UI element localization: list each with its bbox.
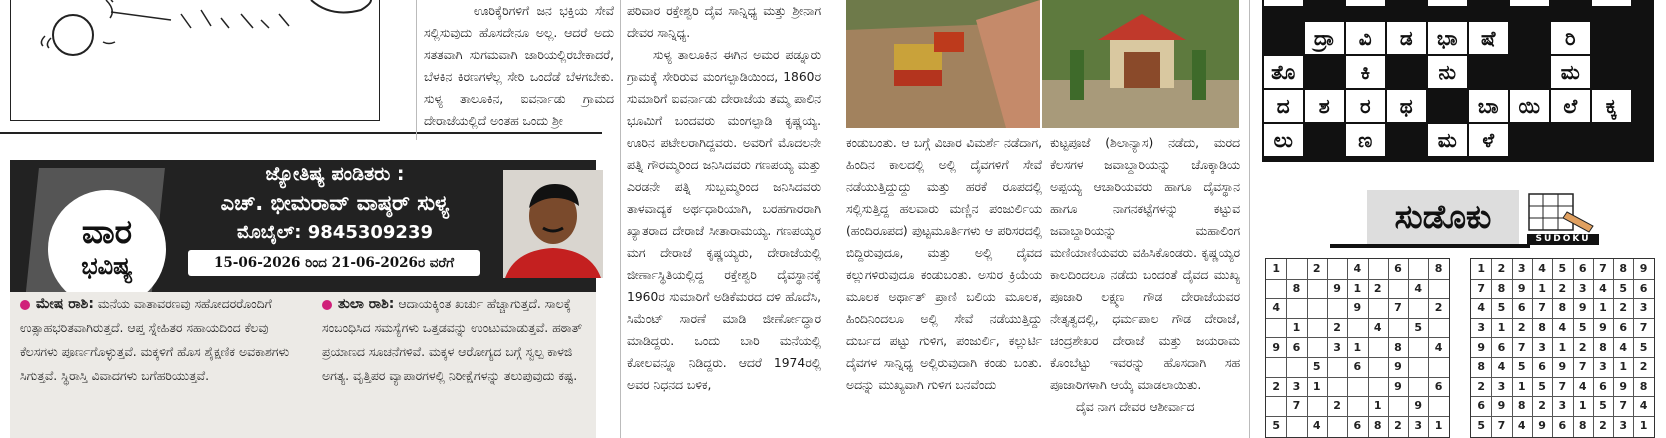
sudoku-cell: 4 — [1477, 301, 1485, 315]
sudoku-cell: 3 — [1619, 419, 1628, 433]
sudoku-cell — [1408, 259, 1428, 279]
sudoku-cell: 7 — [1497, 419, 1506, 433]
cartoon-panel — [10, 0, 380, 121]
sudoku-cell: 1 — [1538, 281, 1546, 295]
sudoku-cell: 1 — [1292, 321, 1301, 335]
shrine-photo-2 — [1042, 0, 1239, 128]
bullet-icon — [20, 300, 30, 310]
astrologer-mobile: ಮೊಬೈಲ್: 9845309239 — [236, 222, 433, 243]
sudoku-cell — [1327, 357, 1347, 377]
crossword-cell: ನು — [1428, 56, 1467, 88]
sudoku-cell — [1307, 396, 1327, 416]
sudoku-cell: 8 — [1373, 419, 1382, 433]
horoscope-body — [10, 292, 596, 438]
sign-text: ಮನೆಯ ವಾತಾವರಣವು ಸಹೋದರರೊಂದಿಗೆ ಉತ್ಸಾಹಭರಿತವಾಗಿರುತ್ತದೆ. ಆಪ್ತ ಸ್ನೇಹಿತರ ಸಹಾಯದಿಂದ ಕೆಲವು ಕೆಲಸಗಳು ಪೂರ್ಣಗೊಳ್ಳುತ್ತವೆ. ಮಕ್ಕಳಿಗೆ ಹೊಸ ಶೈಕ್ಷಣಿಕ ಅವಕಾಶಗಳು ಸಿಗುತ್ತವೆ. ಸ್ಥಿರಾಸ್ತಿ ವಿವಾದಗಳು ಬಗೆಹರಿಯುತ್ತವೆ. — [20, 296, 290, 383]
sudoku-cell: 4 — [1312, 419, 1321, 433]
sudoku-cell — [1388, 279, 1408, 299]
sudoku-cell: 2 — [1394, 419, 1402, 433]
sudoku-cell — [1307, 298, 1327, 318]
date-range: 15-06-2026 ರಿಂದ 21-06-2026ರ ವರೆಗೆ — [188, 250, 480, 276]
sudoku-cell — [1307, 318, 1327, 338]
sudoku-cell: 3 — [1639, 301, 1648, 315]
sudoku-cell: 8 — [1394, 340, 1402, 354]
sudoku-cell: 1 — [1599, 301, 1607, 315]
sudoku-cell — [1408, 298, 1428, 318]
sudoku-cell: 4 — [1434, 340, 1443, 354]
sudoku-cell — [1368, 357, 1388, 377]
sudoku-cell: 4 — [1497, 360, 1506, 374]
sudoku-cell: 9 — [1394, 379, 1402, 393]
astrologer-photo — [503, 170, 603, 278]
crossword-cell: ವಿ — [1346, 22, 1385, 54]
sudoku-cell: 6 — [1538, 360, 1546, 374]
sign-name: ಮೇಷ ರಾಶಿ: — [36, 296, 94, 312]
sudoku-cell: 5 — [1558, 262, 1567, 276]
crossword-cell: ಯಿ — [1510, 90, 1549, 122]
sudoku-cell: 2 — [1497, 262, 1506, 276]
article-col-a — [424, 0, 614, 135]
article-paragraph: ಸುಳ್ಯ ತಾಲೂಕಿನ ಈಗಿನ ಅಮರ ಪಡ್ನೂರು ಗ್ರಾಮಕ್ಕೆ ಸೇರಿರುವ ಮಂಗಲ್ಪಾಡಿಯಿಂದ, 1860ರ ಸುಮಾರಿಗೆ ಐವರ್ನಾಡು ದೇರಾಜೆಯ ತಮ್ಮ ಪಾಲಿನ ಭೂಮಿಗೆ ಬಂದವರು ಮಂಗಲ್ಪಾಡಿ ಕೃಷ್ಣಯ್ಯ. ಊರಿನ ಪಟೇಲರಾಗಿದ್ದವರು. ಅವರಿಗೆ ಮೊದಲನೇ ಪತ್ನಿ ಗೌರಮ್ಮರಿಂದ ಜನಿಸಿದವರು ಗಣಪಯ್ಯ ಮತ್ತು ಎರಡನೇ ಪತ್ನಿ ಸುಬ್ಬಮ್ಮರಿಂದ ಜನಿಸಿದವರು ತಾಳವಾದ್ಯಕ ಅರ್ಥಧಾರಿಯಾಗಿ, ಬರಹಗಾರರಾಗಿ ಖ್ಯಾತರಾದ ದೇರಾಜೆ ಸೀತಾರಾಮಯ್ಯ. ಗಣಪಯ್ಯರ ಮಗ ದೇರಾಜೆ ಕೃಷ್ಣಯ್ಯರು, ದೇರಾಜೆಯಲ್ಲಿ ಜೀರ್ಣಾಸ್ಥಿತಿಯಲ್ಲಿದ್ದ ರಕ್ತೇಶ್ವರಿ ದೈವಸ್ಥಾನಕ್ಕೆ 1960ರ ಸುಮಾರಿಗೆ ಅಡಿಕೆಮರದ ದಳಿ ಹೊದೆಸಿ, ಸಿಮೆಂಟ್ ಸಾರಣೆ ಮಾಡಿ ಜೀರ್ಣೋದ್ಧಾರ ಮಾಡಿದ್ದರು. ಒಂದು ಬಾರಿ ಮನೆಯಲ್ಲಿ ಕೋಲವನ್ನೂ ನಿಡಿದ್ದರು. ಆದರೆ 1974ರಲ್ಲಿ ಅವರ ನಿಧನದ ಬಳಿಕ, — [627, 48, 821, 392]
crossword-cell: ರ — [1346, 90, 1385, 122]
crossword-cell: ಳೆ — [1469, 124, 1508, 156]
sudoku-cell: 4 — [1639, 399, 1648, 413]
astrologer-name: ಎಚ್. ಭೀಮರಾವ್ ವಾಷ್ಠರ್ ಸುಳ್ಯ — [220, 191, 450, 215]
sudoku-cell: 7 — [1619, 399, 1628, 413]
sudoku-cell — [1307, 279, 1327, 299]
sudoku-cell: 8 — [1477, 360, 1485, 374]
portrait-image — [503, 170, 603, 278]
sudoku-cell: 3 — [1599, 360, 1607, 374]
crossword-cell: ತೊ — [1264, 56, 1303, 88]
sudoku-cell: 4 — [1599, 281, 1607, 295]
sudoku-cell: 9 — [1619, 379, 1628, 393]
sudoku-cell: 1 — [1639, 419, 1648, 433]
sudoku-cell: 6 — [1353, 360, 1362, 374]
sudoku-cell: 6 — [1497, 340, 1506, 354]
sudoku-title: ಸುಡೊಕು — [1367, 190, 1519, 244]
sudoku-cell: 2 — [1272, 379, 1280, 393]
sudoku-cell: 7 — [1558, 379, 1567, 393]
sudoku-cell: 3 — [1333, 340, 1341, 354]
sudoku-cell — [1286, 298, 1306, 318]
sudoku-cell: 5 — [1312, 360, 1321, 374]
sudoku-cell: 3 — [1538, 340, 1546, 354]
sudoku-cell — [1327, 259, 1347, 279]
sudoku-cell: 7 — [1292, 399, 1301, 413]
sudoku-cell: 2 — [1517, 321, 1526, 335]
sudoku-cell: 7 — [1538, 301, 1546, 315]
sudoku-cell: 5 — [1619, 281, 1628, 295]
sudoku-cell: 8 — [1639, 379, 1648, 393]
sudoku-cell — [1266, 279, 1286, 299]
sudoku-cell — [1428, 318, 1448, 338]
crossword-grid — [1262, 0, 1654, 162]
sudoku-cell: 8 — [1434, 262, 1443, 276]
sudoku-cell — [1327, 377, 1347, 397]
sudoku-cell: 6 — [1558, 419, 1567, 433]
article-paragraph: ಊರಿಕ್ಕೆರಿಗಳಿಗೆ ಜನ ಭಕ್ತಿಯ ಸೇವೆ ಸಲ್ಲಿಸುವುದು ಹೊಸದೇನೂ ಅಲ್ಲ. ಆದರೆ ಅದು ಸತತವಾಗಿ ಸುಗಮವಾಗಿ ಜಾರಿಯಲ್ಲಿರಬೇಕಾದರೆ, ಬೆಳಕಿನ ಕಿರಣಗಳೆಲ್ಲ ಸೇರಿ ಒಂದೆಡೆ ಬೆಳಗಬೇಕು. ಸುಳ್ಯ ತಾಲೂಕಿನ, ಐವರ್ನಾಡು ಗ್ರಾಮದ ದೇರಾಜೆಯಲ್ಲಿದೆ ಅಂತಹ ಒಂದು ಶ್ರೀ — [424, 4, 614, 128]
sudoku-cell: 6 — [1578, 262, 1587, 276]
sudoku-cell: 4 — [1353, 262, 1362, 276]
crossword-cell — [1592, 0, 1631, 6]
sudoku-cell: 6 — [1434, 379, 1443, 393]
sudoku-cell: 9 — [1477, 340, 1485, 354]
shrine-image — [1042, 0, 1239, 128]
crossword-cell: ಮ — [1551, 56, 1590, 88]
sudoku-cell: 8 — [1599, 340, 1607, 354]
sudoku-cell: 5 — [1639, 340, 1648, 354]
sudoku-cell: 2 — [1578, 340, 1587, 354]
crossword-cell: ಶ — [1305, 90, 1344, 122]
sudoku-cell: 4 — [1414, 281, 1423, 295]
sudoku-cell — [1327, 298, 1347, 318]
sudoku-cell: 2 — [1558, 281, 1567, 295]
sudoku-cell: 1 — [1578, 399, 1587, 413]
sudoku-cell: 9 — [1497, 399, 1506, 413]
crossword-cell — [1428, 0, 1467, 6]
sudoku-cell: 5 — [1578, 321, 1587, 335]
sudoku-cell — [1347, 377, 1367, 397]
crossword-cell — [1346, 0, 1385, 6]
sudoku-cell — [1368, 377, 1388, 397]
sudoku-cell: 1 — [1272, 262, 1280, 276]
crossword-cell: ಣ — [1346, 124, 1385, 156]
article-paragraph: ಕಂಡುಬಂತು. ಆ ಬಗ್ಗೆ ವಿಚಾರ ವಿಮರ್ಶೆ ನಡೆದಾಗ, ಹಿಂದಿನ ಕಾಲದಲ್ಲಿ ಅಲ್ಲಿ ದೈವಗಳಿಗೆ ಸೇವೆ ನಡೆಯುತ್ತಿದ್ದುದ್ದು ಮತ್ತು ಹರಕೆ ರೂಪದಲ್ಲಿ ಸಲ್ಲಿಸುತ್ತಿದ್ದ ಹಲವಾರು ಮಣ್ಣಿನ ಪಂಜುರ್ಲಿಯ (ಹಂದಿರೂಪದ) ಪುಟ್ಟಮೂರ್ತಿಗಳು ಆ ಪರಿಸರದಲ್ಲಿ ಬಿದ್ದಿರುವುದೂ, ಮತ್ತು ಅಲ್ಲಿ ದೈವದ ಕಲ್ಲುಗಳಿರುವುದೂ ಕಂಡುಬಂತು. ಅಸುರ ಕ್ರಿಯೆಯ ಮೂಲಕ ಅರ್ಥಾತ್ ಪ್ರಾಣಿ ಬಲಿಯ ಮೂಲಕ, ಹಿಂದಿನಿಂದಲೂ ಅಲ್ಲಿ ಸೇವೆ ನಡೆಯುತ್ತಿದ್ದು ದುರ್ಬದ ಪಟ್ಟು ಗುಳಿಗ, ಪಂಜುರ್ಲಿ, ಕಲ್ಲುರ್ಟಿ ದೈವಗಳ ಸಾನ್ನಿಧ್ಯ ಅಲ್ಲಿರುವುದಾಗಿ ಕಂಡು ಬಂತು. ಅದನ್ನು ಮುಖ್ಯವಾಗಿ ಗುಳಿಗ ಬನವೆಂದು — [846, 136, 1042, 392]
sudoku-cell: 9 — [1639, 262, 1648, 276]
sudoku-cell: 6 — [1353, 419, 1362, 433]
crossword-cell: ಮ — [1428, 124, 1467, 156]
sudoku-cell: 9 — [1578, 301, 1587, 315]
crossword-cell: ಕಿ — [1346, 56, 1385, 88]
sudoku-cell: 8 — [1517, 399, 1526, 413]
sudoku-cell — [1266, 318, 1286, 338]
sudoku-cell: 5 — [1477, 419, 1485, 433]
sudoku-cell: 3 — [1578, 281, 1587, 295]
crossword-cell: ದ್ರಾ — [1305, 22, 1344, 54]
sudoku-cell: 2 — [1619, 301, 1628, 315]
sudoku-cell: 1 — [1312, 379, 1321, 393]
sudoku-cell: 3 — [1497, 379, 1506, 393]
sudoku-cell: 8 — [1578, 419, 1587, 433]
sudoku-cell: 2 — [1477, 379, 1485, 393]
sudoku-cell — [1286, 416, 1306, 436]
sudoku-cell: 6 — [1394, 262, 1402, 276]
sign-name: ತುಲಾ ರಾಶಿ: — [338, 296, 395, 312]
sudoku-cell: 8 — [1558, 301, 1567, 315]
sign-text: ಆದಾಯಕ್ಕಿಂತ ಖರ್ಚು ಹೆಚ್ಚಾಗುತ್ತದೆ. ಸಾಲಕ್ಕೆ ಸಂಬಂಧಿಸಿದ ಸಮಸ್ಯೆಗಳು ಒತ್ತಡವನ್ನು ಉಂಟುಮಾಡುತ್ತವೆ. ಹಠಾತ್ ಪ್ರಯಾಣದ ಸೂಚನೆಗಳಿವೆ. ಮಕ್ಕಳ ಆರೋಗ್ಯದ ಬಗ್ಗೆ ಸ್ವಲ್ಪ ಕಾಳಜಿ ಅಗತ್ಯ. ವೃತ್ತಿಪರ ವ್ಯಾಪಾರಗಳಲ್ಲಿ ನಿರೀಕ್ಷೆಗಳನ್ನು ತಲುಪುವುದು ಕಷ್ಟ. — [322, 296, 583, 383]
sudoku-cell: 9 — [1394, 360, 1402, 374]
sudoku-cell: 2 — [1434, 301, 1443, 315]
sudoku-cell: 5 — [1497, 301, 1506, 315]
sudoku-cell: 4 — [1517, 419, 1526, 433]
sudoku-cell: 8 — [1292, 281, 1301, 295]
sudoku-cell: 2 — [1538, 399, 1546, 413]
sudoku-cell — [1266, 396, 1286, 416]
sudoku-cell: 1 — [1558, 340, 1567, 354]
sudoku-cell: 4 — [1619, 340, 1628, 354]
horoscope-logo — [48, 190, 166, 308]
column-rule — [1249, 0, 1250, 438]
bullet-icon — [322, 300, 332, 310]
column-rule — [620, 0, 621, 438]
sudoku-cell: 8 — [1619, 262, 1628, 276]
sudoku-cell: 1 — [1434, 419, 1443, 433]
shrine-photo-1 — [846, 0, 1040, 128]
crossword-cell: ಡ — [1387, 22, 1426, 54]
sudoku-cell: 6 — [1619, 321, 1628, 335]
sign-aries — [20, 292, 290, 388]
sudoku-cell: 7 — [1578, 360, 1587, 374]
sudoku-cell: 6 — [1639, 281, 1648, 295]
sudoku-cell: 1 — [1497, 321, 1506, 335]
sudoku-cell: 9 — [1333, 281, 1341, 295]
sudoku-cell: 4 — [1578, 379, 1587, 393]
sudoku-cell: 6 — [1292, 340, 1301, 354]
article-paragraph: ಪರಿವಾರ ರಕ್ತೇಶ್ವರಿ ದೈವ ಸಾನ್ನಿಧ್ಯ ಮತ್ತು ಶ್ರೀನಾಗ ದೇವರ ಸಾನ್ನಿಧ್ಯ. — [627, 4, 821, 40]
article-paragraph: ದೈವ ನಾಗ ದೇವರ ಆಶೀರ್ವಾದ — [1076, 400, 1195, 414]
sudoku-cell: 9 — [1353, 301, 1362, 315]
crossword-cell — [1264, 0, 1303, 6]
sudoku-cell: 1 — [1353, 281, 1362, 295]
logo-line-1: ವಾರ — [81, 212, 133, 251]
sudoku-cell: 8 — [1497, 281, 1506, 295]
sudoku-cell — [1428, 279, 1448, 299]
sudoku-cell: 3 — [1558, 399, 1567, 413]
sudoku-cell: 7 — [1599, 262, 1607, 276]
column-rule — [416, 0, 417, 140]
sudoku-cell: 2 — [1599, 419, 1607, 433]
sudoku-cell — [1286, 259, 1306, 279]
sign-libra — [322, 292, 584, 388]
sudoku-cell — [1428, 357, 1448, 377]
sudoku-cell — [1286, 357, 1306, 377]
sudoku-cell — [1428, 396, 1448, 416]
sudoku-cell: 4 — [1373, 321, 1382, 335]
cartoon-drawing — [11, 0, 379, 120]
sudoku-cell: 3 — [1414, 419, 1423, 433]
crossword-cell: ದ — [1264, 90, 1303, 122]
sudoku-cell: 1 — [1477, 262, 1485, 276]
horoscope-box — [10, 160, 596, 438]
sudoku-cell: 5 — [1538, 379, 1546, 393]
sudoku-cell: 9 — [1599, 321, 1607, 335]
article-col-d — [1050, 132, 1240, 438]
sudoku-cell: 9 — [1517, 281, 1526, 295]
sudoku-cell: 5 — [1272, 419, 1280, 433]
sudoku-cell: 3 — [1517, 262, 1526, 276]
sudoku-cell: 1 — [1619, 360, 1628, 374]
sudoku-tag: SUDOKU — [1527, 234, 1599, 245]
sudoku-cell: 9 — [1272, 340, 1280, 354]
sudoku-cell: 5 — [1414, 321, 1423, 335]
crossword-cell: ಥ — [1387, 90, 1426, 122]
sudoku-cell: 9 — [1538, 419, 1546, 433]
sudoku-cell: 5 — [1599, 399, 1607, 413]
sudoku-cell — [1388, 318, 1408, 338]
crossword-cell: ಷೆ — [1469, 22, 1508, 54]
sudoku-cell: 8 — [1538, 321, 1546, 335]
sudoku-cell: 1 — [1373, 399, 1382, 413]
sudoku-cell: 5 — [1517, 360, 1526, 374]
crossword-cell: ಕ್ಕ — [1592, 90, 1631, 122]
sudoku-cell: 4 — [1538, 262, 1546, 276]
sudoku-cell — [1388, 396, 1408, 416]
sudoku-cell — [1408, 337, 1428, 357]
crossword-cell: ಲು — [1264, 124, 1303, 156]
crossword-cell: ರಿ — [1551, 22, 1590, 54]
sudoku-cell: 6 — [1477, 399, 1485, 413]
crossword-cell — [1510, 0, 1549, 6]
sudoku-cell: 7 — [1394, 301, 1402, 315]
sudoku-cell — [1368, 259, 1388, 279]
sudoku-cell: 2 — [1333, 321, 1341, 335]
astrologer-title: ಜ್ಯೋತಿಷ್ಯ ಪಂಡಿತರು : — [265, 163, 405, 185]
sudoku-cell: 1 — [1353, 340, 1362, 354]
logo-line-2: ಭವಿಷ್ಯ — [81, 251, 133, 280]
sudoku-puzzle-grid — [1265, 258, 1450, 438]
sudoku-cell — [1347, 318, 1367, 338]
sudoku-cell: 9 — [1558, 360, 1567, 374]
sudoku-cell — [1368, 337, 1388, 357]
sudoku-cell: 3 — [1477, 321, 1485, 335]
sudoku-cell: 4 — [1272, 301, 1280, 315]
sudoku-cell — [1266, 357, 1286, 377]
article-col-b — [627, 0, 821, 438]
sudoku-cell — [1327, 416, 1347, 436]
sudoku-cell: 2 — [1312, 262, 1321, 276]
sudoku-cell: 4 — [1558, 321, 1567, 335]
sudoku-cell: 2 — [1373, 281, 1382, 295]
sudoku-cell: 9 — [1414, 399, 1423, 413]
sudoku-solution-grid — [1470, 258, 1655, 438]
sudoku-cell — [1347, 396, 1367, 416]
article-paragraph: ಕುಟ್ಟಪೂಜೆ (ಶಿಲಾನ್ಯಾಸ) ನಡೆದು, ಮರದ ಕೆಲಸಗಳ ಜವಾಬ್ದಾರಿಯನ್ನು ಚೊಕ್ಕಾಡಿಯ ಅಪ್ಪಯ್ಯ ಆಚಾರಿಯವರು ಹಾಗೂ ದೈವಸ್ಥಾನ ಹಾಗೂ ನಾಗನಕಟ್ಟೆಗಳನ್ನು ಕಟ್ಟುವ ಜವಾಬ್ದಾರಿಯನ್ನು ಮಹಾಲಿಂಗ ಮಣಿಯಾಣಿಯವರು ವಹಿಸಿಕೊಂಡರು. ಕೃಷ್ಣಯ್ಯರ ಕಾಲದಿಂದಲೂ ನಡೆದು ಬಂದಂತೆ ದೈವದ ಮುಖ್ಯ ಪೂಜಾರಿ ಲಕ್ಷ್ಮಣ ಗೌಡ ದೇರಾಜೆಯವರ ನೇತೃತ್ವದಲ್ಲಿ, ಧರ್ಮಪಾಲ ಗೌಡ ದೇರಾಜೆ, ಚಂದ್ರಶೇಖರ ದೇರಾಜೆ ಮತ್ತು ಜಯರಾಮ ಕೊಂಬೆಟ್ಟು ಇವರನ್ನು ಹೊಸದಾಗಿ ಸಹ ಪೂಜಾರಿಗಳಾಗಿ ಆಯ್ಕೆ ಮಾಡಲಾಯಿತು. — [1050, 136, 1240, 392]
sudoku-cell: 1 — [1517, 379, 1526, 393]
crossword-cell: ಭಾ — [1428, 22, 1467, 54]
sudoku-cell: 3 — [1292, 379, 1301, 393]
sudoku-cell: 2 — [1333, 399, 1341, 413]
banner-underline — [1330, 244, 1530, 248]
sudoku-cell: 7 — [1517, 340, 1526, 354]
sudoku-cell — [1408, 357, 1428, 377]
article-col-c — [846, 132, 1042, 438]
sudoku-cell: 2 — [1639, 360, 1648, 374]
sudoku-cell — [1368, 298, 1388, 318]
sudoku-cell: 7 — [1477, 281, 1485, 295]
sudoku-cell: 6 — [1517, 301, 1526, 315]
crossword-cell: ಲೆ — [1551, 90, 1590, 122]
shrine-image — [846, 0, 1040, 128]
sudoku-cell: 7 — [1639, 321, 1648, 335]
sudoku-cell: 6 — [1599, 379, 1607, 393]
sudoku-cell — [1307, 337, 1327, 357]
crossword-cell: ಬಾ — [1469, 90, 1508, 122]
sudoku-cell — [1408, 377, 1428, 397]
